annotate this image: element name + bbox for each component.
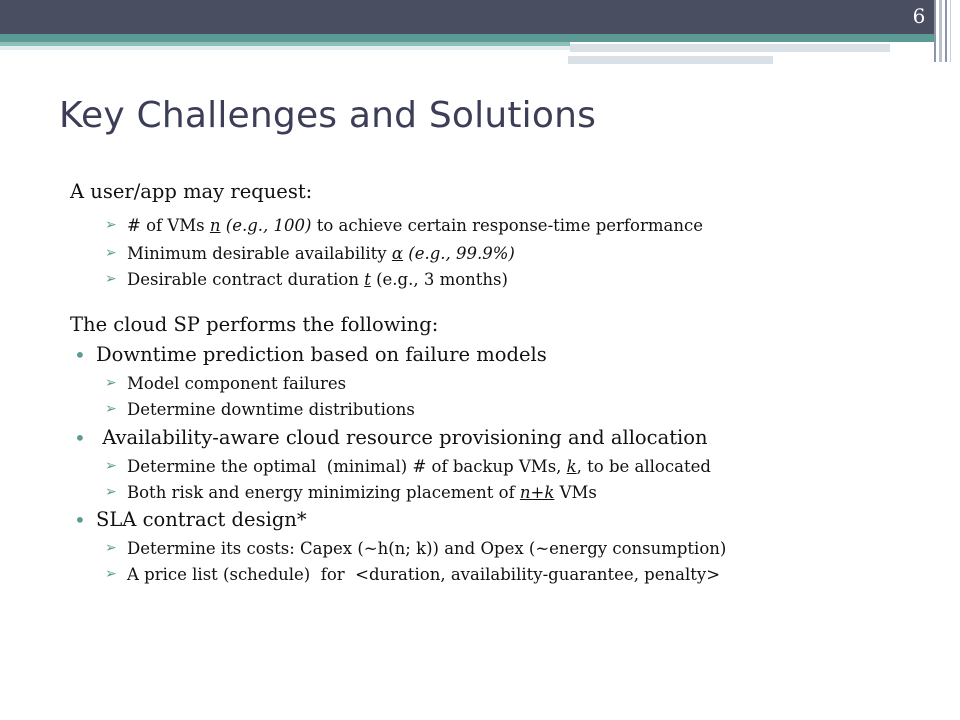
bullet-dot-icon: • xyxy=(74,508,86,532)
slide-title: Key Challenges and Solutions xyxy=(59,95,597,136)
arrow-bullet-icon: ➢ xyxy=(105,484,117,500)
list-item: ➢ Determine the optimal (minimal) # of backup VMs, k, to be allocated xyxy=(105,457,711,476)
slide-number: 6 xyxy=(912,4,926,28)
list-item: ➢ Model component failures xyxy=(105,374,347,393)
arrow-bullet-icon: ➢ xyxy=(105,566,117,582)
bullet-dot-icon: • xyxy=(74,343,86,367)
request-intro: A user/app may request: xyxy=(70,180,313,203)
header-vertical-line xyxy=(945,0,947,62)
header-vertical-line xyxy=(939,0,942,62)
list-item: ➢ Both risk and energy minimizing placement of n+k VMs xyxy=(105,483,597,502)
header-vertical-line xyxy=(950,0,951,62)
header-grey-stripe xyxy=(570,44,890,52)
arrow-bullet-icon: ➢ xyxy=(105,271,117,287)
list-item: ➢ A price list (schedule) for <duration, availability-guarantee, penalty> xyxy=(105,565,721,584)
list-item: • Availability-aware cloud resource provisioning and allocation xyxy=(74,426,708,450)
header-bar xyxy=(0,0,935,34)
arrow-bullet-icon: ➢ xyxy=(105,245,117,261)
list-item: ➢ Desirable contract duration t (e.g., 3 months) xyxy=(105,270,508,289)
arrow-bullet-icon: ➢ xyxy=(105,458,117,474)
header-light-stripe xyxy=(0,46,570,50)
header-accent-bar xyxy=(0,34,935,42)
list-item: • Downtime prediction based on failure models xyxy=(74,343,547,367)
list-item: ➢ Determine downtime distributions xyxy=(105,400,415,419)
sp-intro: The cloud SP performs the following: xyxy=(70,313,439,336)
arrow-bullet-icon: ➢ xyxy=(105,540,117,556)
arrow-bullet-icon: ➢ xyxy=(105,375,117,391)
list-item: ➢ Determine its costs: Capex (~h(n; k)) and Opex (~energy consumption) xyxy=(105,539,727,558)
header-vertical-line xyxy=(934,0,936,62)
bullet-dot-icon: • xyxy=(74,426,86,450)
arrow-bullet-icon: ➢ xyxy=(105,217,117,233)
list-item: ➢ # of VMs n (e.g., 100) to achieve certain response-time performance xyxy=(105,216,703,235)
header-grey-stripe-short xyxy=(568,56,773,64)
list-item: • SLA contract design* xyxy=(74,508,307,532)
arrow-bullet-icon: ➢ xyxy=(105,401,117,417)
list-item: ➢ Minimum desirable availability α (e.g., 99.9%) xyxy=(105,244,515,263)
